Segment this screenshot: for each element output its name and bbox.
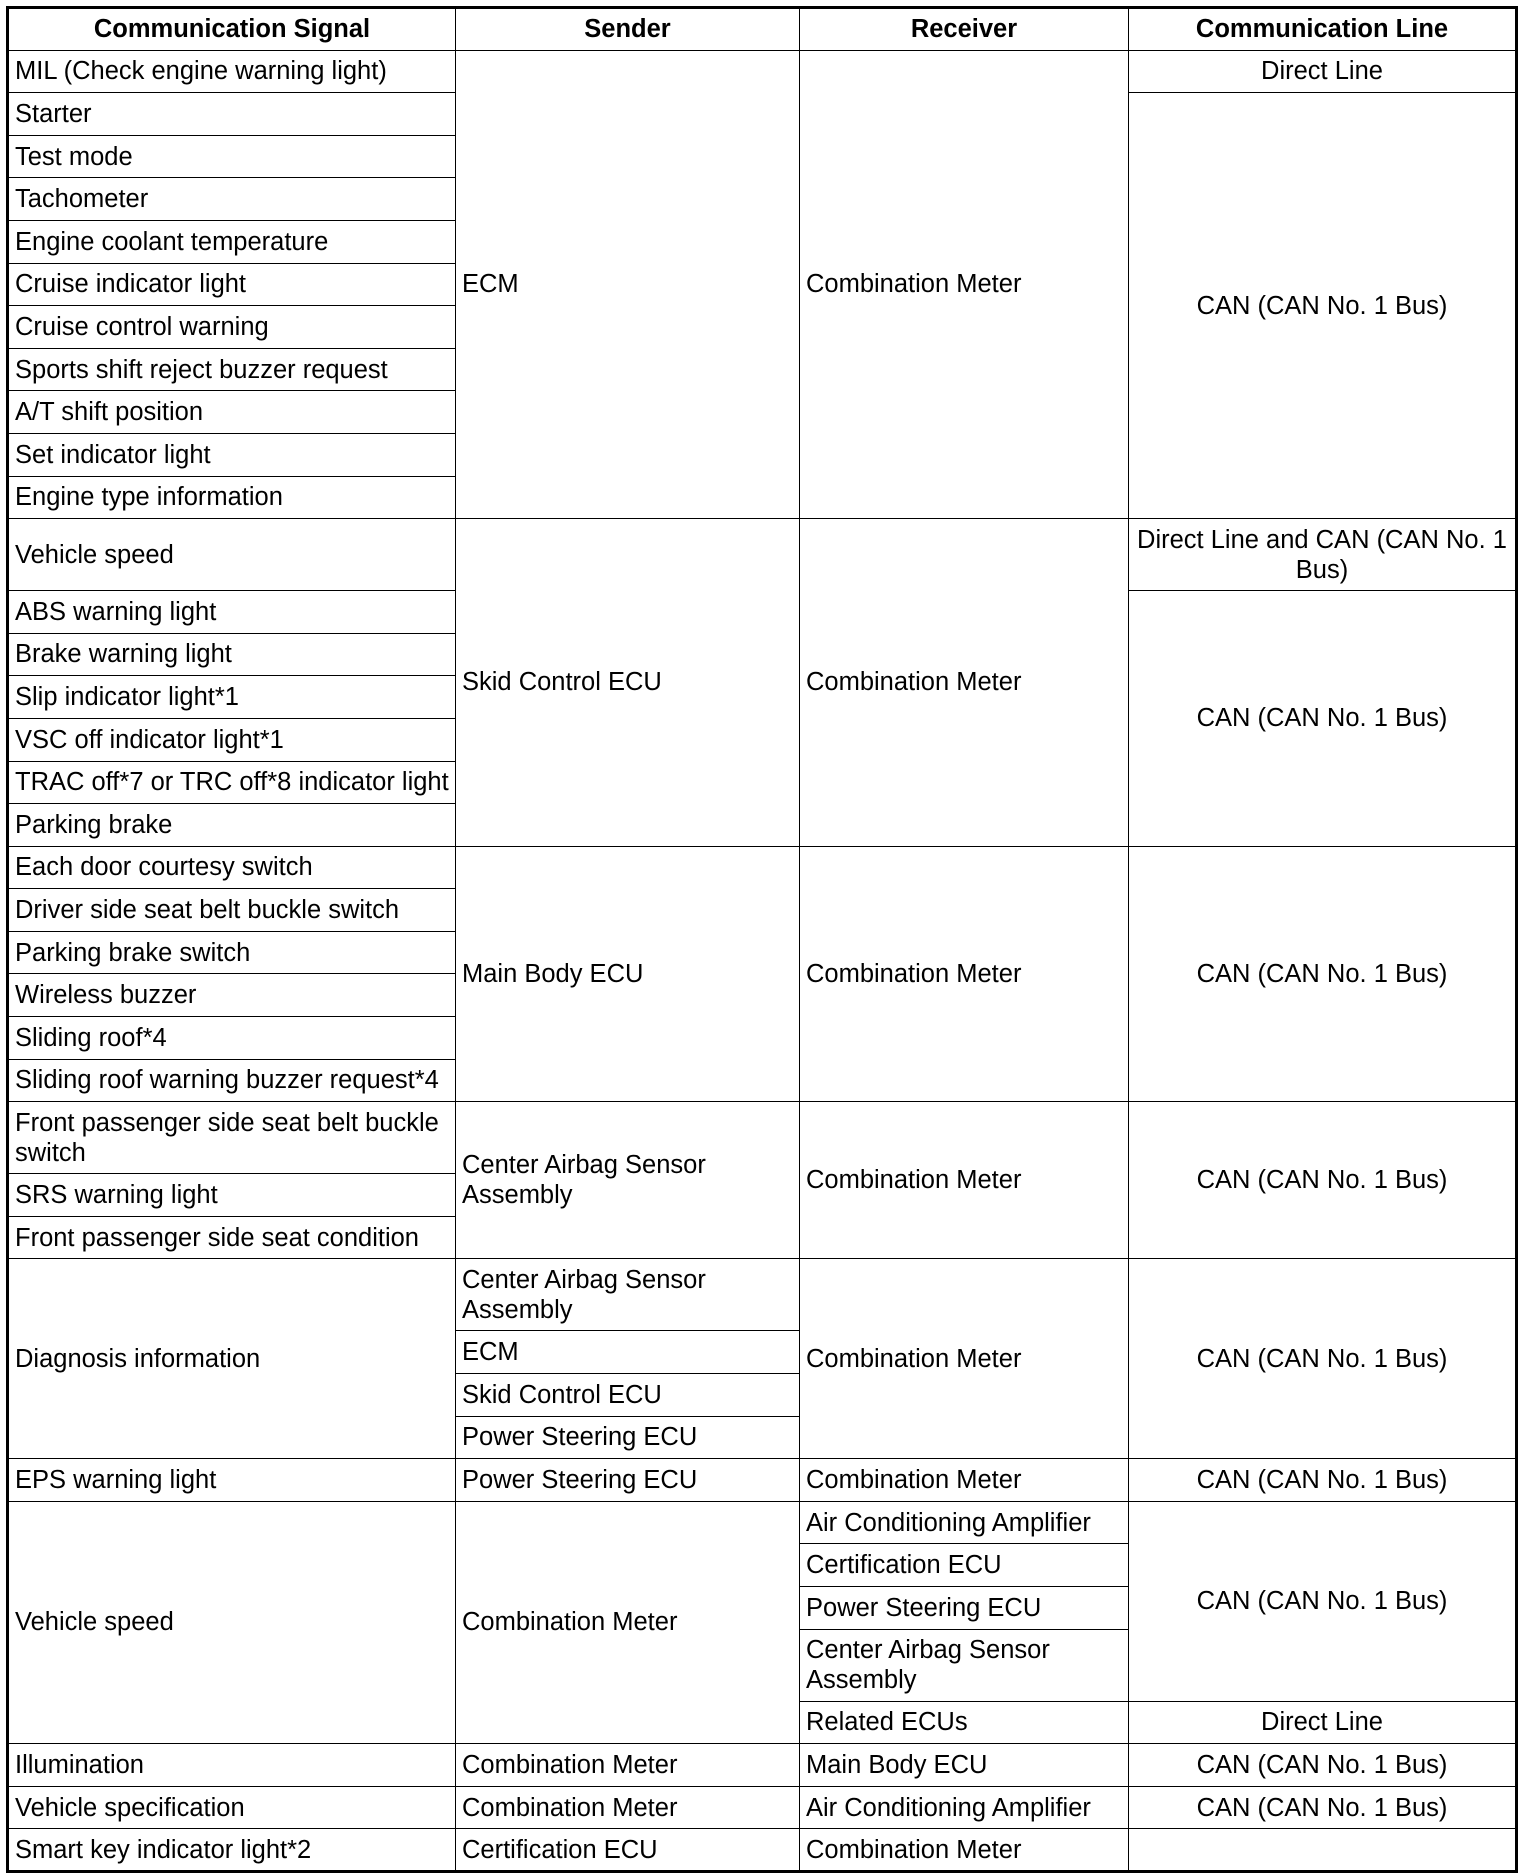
line-cell: CAN (CAN No. 1 Bus)	[1129, 1786, 1517, 1829]
header-row	[8, 8, 1517, 51]
table-row	[8, 1501, 1517, 1544]
receiver-cell: Certification ECU	[800, 1544, 1129, 1587]
signal-cell: Engine coolant temperature	[8, 220, 456, 263]
sender-cell: Skid Control ECU	[456, 1374, 800, 1417]
receiver-cell: Power Steering ECU	[800, 1587, 1129, 1630]
line-cell: Direct Line	[1129, 50, 1517, 93]
sender-cell: Combination Meter	[456, 1501, 800, 1743]
signal-cell: Sports shift reject buzzer request	[8, 348, 456, 391]
communication-table	[6, 6, 1518, 1873]
sender-cell: Power Steering ECU	[456, 1416, 800, 1459]
line-cell: CAN (CAN No. 1 Bus)	[1129, 846, 1517, 1102]
sender-cell: Combination Meter	[456, 1744, 800, 1787]
header-line: Communication Line	[1129, 8, 1517, 51]
sender-cell: Combination Meter	[456, 1786, 800, 1829]
sender-cell: Power Steering ECU	[456, 1459, 800, 1502]
signal-cell: Slip indicator light*1	[8, 676, 456, 719]
receiver-cell: Combination Meter	[800, 1102, 1129, 1259]
sender-cell: Center Airbag Sensor Assembly	[456, 1259, 800, 1331]
signal-cell: ABS warning light	[8, 591, 456, 634]
line-cell: CAN (CAN No. 1 Bus)	[1129, 591, 1517, 847]
signal-cell: EPS warning light	[8, 1459, 456, 1502]
table-row	[8, 1786, 1517, 1829]
signal-cell: Cruise indicator light	[8, 263, 456, 306]
signal-cell: Sliding roof warning buzzer request*4	[8, 1059, 456, 1102]
signal-cell: Wireless buzzer	[8, 974, 456, 1017]
receiver-cell: Combination Meter	[800, 1259, 1129, 1459]
signal-cell: Set indicator light	[8, 433, 456, 476]
signal-cell: Sliding roof*4	[8, 1017, 456, 1060]
signal-cell: Engine type information	[8, 476, 456, 519]
line-cell: Direct Line and CAN (CAN No. 1 Bus)	[1129, 519, 1517, 591]
signal-cell: Vehicle speed	[8, 519, 456, 591]
receiver-cell: Air Conditioning Amplifier	[800, 1786, 1129, 1829]
line-cell: Direct Line	[1129, 1701, 1517, 1744]
receiver-cell: Center Airbag Sensor Assembly	[800, 1629, 1129, 1701]
signal-cell: Parking brake switch	[8, 931, 456, 974]
receiver-cell: Combination Meter	[800, 846, 1129, 1102]
signal-cell: TRAC off*7 or TRC off*8 indicator light	[8, 761, 456, 804]
header-sender: Sender	[456, 8, 800, 51]
signal-cell: Front passenger side seat condition	[8, 1216, 456, 1259]
signal-cell: VSC off indicator light*1	[8, 718, 456, 761]
table-row	[8, 1459, 1517, 1502]
signal-cell: Starter	[8, 93, 456, 136]
sender-cell: Main Body ECU	[456, 846, 800, 1102]
sender-cell: Center Airbag Sensor Assembly	[456, 1102, 800, 1259]
signal-cell: Parking brake	[8, 804, 456, 847]
signal-cell: Tachometer	[8, 178, 456, 221]
table-row	[8, 1102, 1517, 1174]
table-row	[8, 1829, 1517, 1872]
signal-cell: Test mode	[8, 135, 456, 178]
table-row	[8, 50, 1517, 93]
line-cell: CAN (CAN No. 1 Bus)	[1129, 1501, 1517, 1701]
receiver-cell: Combination Meter	[800, 1459, 1129, 1502]
table-row	[8, 846, 1517, 889]
signal-cell: MIL (Check engine warning light)	[8, 50, 456, 93]
line-cell: CAN (CAN No. 1 Bus)	[1129, 1744, 1517, 1787]
receiver-cell: Combination Meter	[800, 50, 1129, 519]
signal-cell: Cruise control warning	[8, 306, 456, 349]
header-signal: Communication Signal	[8, 8, 456, 51]
sender-cell: ECM	[456, 1331, 800, 1374]
sender-cell: Skid Control ECU	[456, 519, 800, 847]
signal-cell: Vehicle specification	[8, 1786, 456, 1829]
signal-cell: SRS warning light	[8, 1174, 456, 1217]
table-row	[8, 1744, 1517, 1787]
line-cell-empty	[1129, 1829, 1517, 1872]
line-cell: CAN (CAN No. 1 Bus)	[1129, 1259, 1517, 1459]
receiver-cell: Main Body ECU	[800, 1744, 1129, 1787]
signal-cell: A/T shift position	[8, 391, 456, 434]
receiver-cell: Air Conditioning Amplifier	[800, 1501, 1129, 1544]
table-row	[8, 519, 1517, 591]
table-row	[8, 1259, 1517, 1331]
signal-cell: Each door courtesy switch	[8, 846, 456, 889]
line-cell: CAN (CAN No. 1 Bus)	[1129, 93, 1517, 519]
signal-cell: Diagnosis information	[8, 1259, 456, 1459]
sender-cell: ECM	[456, 50, 800, 519]
signal-cell: Brake warning light	[8, 633, 456, 676]
sender-cell: Certification ECU	[456, 1829, 800, 1872]
receiver-cell: Combination Meter	[800, 1829, 1129, 1872]
line-cell: CAN (CAN No. 1 Bus)	[1129, 1459, 1517, 1502]
header-receiver: Receiver	[800, 8, 1129, 51]
signal-cell: Illumination	[8, 1744, 456, 1787]
signal-cell: Driver side seat belt buckle switch	[8, 889, 456, 932]
signal-cell: Front passenger side seat belt buckle switch	[8, 1102, 456, 1174]
line-cell: CAN (CAN No. 1 Bus)	[1129, 1102, 1517, 1259]
receiver-cell: Combination Meter	[800, 519, 1129, 847]
signal-cell: Smart key indicator light*2	[8, 1829, 456, 1872]
signal-cell: Vehicle speed	[8, 1501, 456, 1743]
receiver-cell: Related ECUs	[800, 1701, 1129, 1744]
